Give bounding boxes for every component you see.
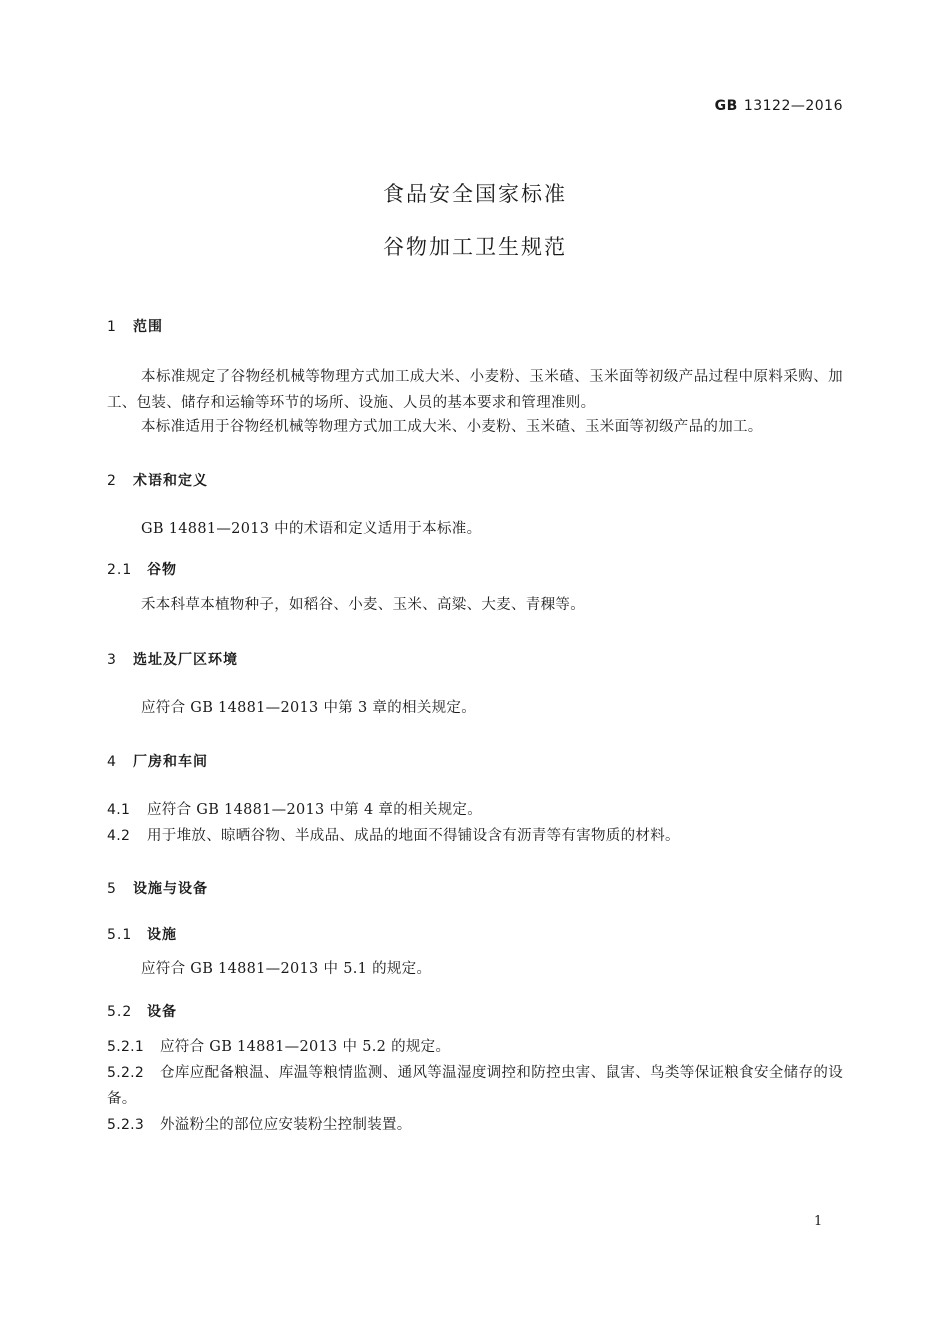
clause-5-2-1: 5.2.1 应符合 GB 14881—2013 中 5.2 的规定。	[107, 1039, 451, 1055]
clause-5-2-2: 5.2.2 仓库应配备粮温、库温等粮情监测、通风等温湿度调控和防控虫害、鼠害、鸟类等保证粮食安全储存的设备。	[107, 1065, 843, 1107]
section-2-1-paragraph: 禾本科草本植物种子，如稻谷、小麦、玉米、高粱、大麦、青稞等。	[141, 597, 585, 613]
section-5-1-paragraph: 应符合 GB 14881—2013 中 5.1 的规定。	[141, 961, 432, 977]
section-5-2-heading: 5.2 设备	[107, 1004, 177, 1020]
clause-4-1: 4.1 应符合 GB 14881—2013 中第 4 章的相关规定。	[107, 802, 483, 818]
section-1-paragraph-1: 本标准规定了谷物经机械等物理方式加工成大米、小麦粉、玉米碴、玉米面等初级产品过程中原料采购、加工、包装、储存和运输等环节的场所、设施、人员的基本要求和管理准则。	[107, 369, 843, 411]
section-3-heading: 3 选址及厂区环境	[107, 652, 238, 668]
section-3-paragraph: 应符合 GB 14881—2013 中第 3 章的相关规定。	[141, 700, 477, 716]
section-2-heading: 2 术语和定义	[107, 473, 208, 489]
section-2-paragraph: GB 14881—2013 中的术语和定义适用于本标准。	[141, 521, 482, 537]
page-number: 1	[814, 1214, 823, 1229]
section-2-1-heading: 2.1 谷物	[107, 562, 177, 578]
section-1-paragraph-2: 本标准适用于谷物经机械等物理方式加工成大米、小麦粉、玉米碴、玉米面等初级产品的加工。	[141, 419, 763, 435]
document-title: 食品安全国家标准	[383, 182, 567, 206]
section-4-heading: 4 厂房和车间	[107, 754, 208, 770]
section-5-heading: 5 设施与设备	[107, 881, 208, 897]
section-1-heading: 1 范围	[107, 319, 163, 335]
clause-5-2-3: 5.2.3 外溢粉尘的部位应安装粉尘控制装置。	[107, 1117, 412, 1133]
standard-code	[715, 98, 843, 114]
clause-4-2: 4.2 用于堆放、晾晒谷物、半成品、成品的地面不得铺设含有沥青等有害物质的材料。	[107, 828, 680, 844]
section-5-1-heading: 5.1 设施	[107, 927, 177, 943]
standard-prefix: GB	[714, 98, 738, 114]
document-subtitle: 谷物加工卫生规范	[383, 235, 567, 259]
standard-number: 13122—2016	[743, 98, 843, 114]
